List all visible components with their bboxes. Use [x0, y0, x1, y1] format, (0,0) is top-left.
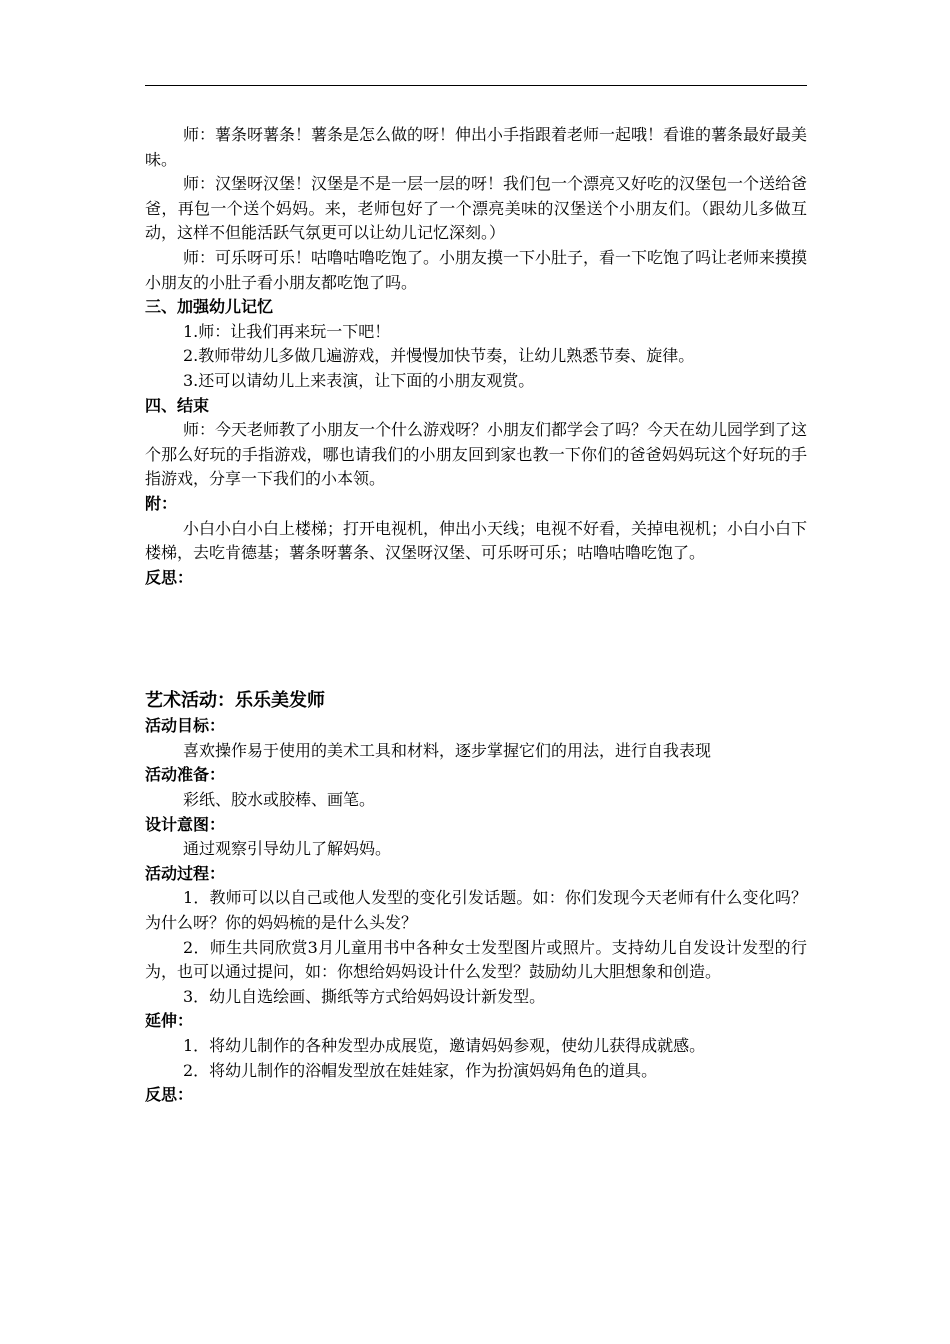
intent-text: 通过观察引导幼儿了解妈妈。	[183, 839, 392, 859]
intent-label: 设计意图：	[145, 814, 226, 834]
prep-label: 活动准备：	[145, 765, 226, 785]
paragraph-fries: 师：薯条呀薯条！薯条是怎么做的呀！伸出小手指跟着老师一起哦！看谁的薯条最好最美味。	[145, 125, 808, 169]
process-step-2: 2．师生共同欣赏3月儿童用书中各种女士发型图片或照片。支持幼儿自发设计发型的行为，也可以通过提问，如：你想给妈妈设计什么发型？鼓励幼儿大胆想象和创造。	[145, 937, 807, 982]
reflection-label-a: 反思：	[145, 567, 194, 587]
heading-ending: 四、结束	[145, 395, 210, 415]
header-rule	[145, 85, 807, 86]
activity-title: 艺术活动：乐乐美发师	[145, 690, 325, 712]
process-step-1: 1．教师可以以自己或他人发型的变化引发话题。如：你们发现今天老师有什么变化吗？为什么呀？你的妈妈梳的是什么头发？	[145, 888, 807, 933]
extension-item-2: 2．将幼儿制作的浴帽发型放在娃娃家，作为扮演妈妈角色的道具。	[183, 1060, 658, 1080]
prep-text: 彩纸、胶水或胶棒、画笔。	[183, 790, 376, 810]
paragraph-cola: 师：可乐呀可乐！咕噜咕噜吃饱了。小朋友摸一下小肚子，看一下吃饱了吗让老师来摸摸小朋友的小肚子看小朋友都吃饱了吗。	[145, 247, 808, 292]
goal-text: 喜欢操作易于使用的美术工具和材料，逐步掌握它们的用法，进行自我表现	[183, 740, 712, 760]
reflection-label-b: 反思：	[145, 1085, 194, 1105]
paragraph-ending: 师：今天老师教了小朋友一个什么游戏呀？小朋友们都学会了吗？今天在幼儿园学到了这个那么好玩的手指游戏，哪也请我们的小朋友回到家也教一下你们的爸爸妈妈玩这个好玩的手指游戏，分享一下我们的小本领。	[145, 420, 808, 489]
list-item-3: 3.还可以请幼儿上来表演，让下面的小朋友观赏。	[183, 370, 535, 390]
process-label: 活动过程：	[145, 863, 226, 883]
goal-label: 活动目标：	[145, 716, 226, 736]
list-item-1: 1.师：让我们再来玩一下吧！	[183, 321, 391, 341]
process-step-3: 3．幼儿自选绘画、撕纸等方式给妈妈设计新发型。	[183, 986, 546, 1006]
paragraph-burger: 师：汉堡呀汉堡！汉堡是不是一层一层的呀！我们包一个漂亮又好吃的汉堡包一个送给爸爸，再包一个送个妈妈。来，老师包好了一个漂亮美味的汉堡送个小朋友们。（跟幼儿多做互动，这样不但能活跃气氛更可以让幼儿记忆深刻。）	[145, 174, 808, 243]
heading-strengthen-memory: 三、加强幼儿记忆	[145, 297, 274, 317]
extension-item-1: 1．将幼儿制作的各种发型办成展览，邀请妈妈参观，使幼儿获得成就感。	[183, 1036, 706, 1055]
document-body	[145, 123, 807, 1108]
list-item-2: 2.教师带幼儿多做几遍游戏，并慢慢加快节奏，让幼儿熟悉节奏、旋律。	[183, 346, 695, 366]
appendix-text: 小白小白小白上楼梯；打开电视机，伸出小天线；电视不好看，关掉电视机；小白小白下楼梯，去吃肯德基；薯条呀薯条、汉堡呀汉堡、可乐呀可乐；咕噜咕噜吃饱了。	[145, 518, 808, 563]
section-spacer	[145, 590, 807, 688]
appendix-label: 附：	[145, 493, 178, 513]
extension-label: 延伸：	[145, 1011, 194, 1031]
